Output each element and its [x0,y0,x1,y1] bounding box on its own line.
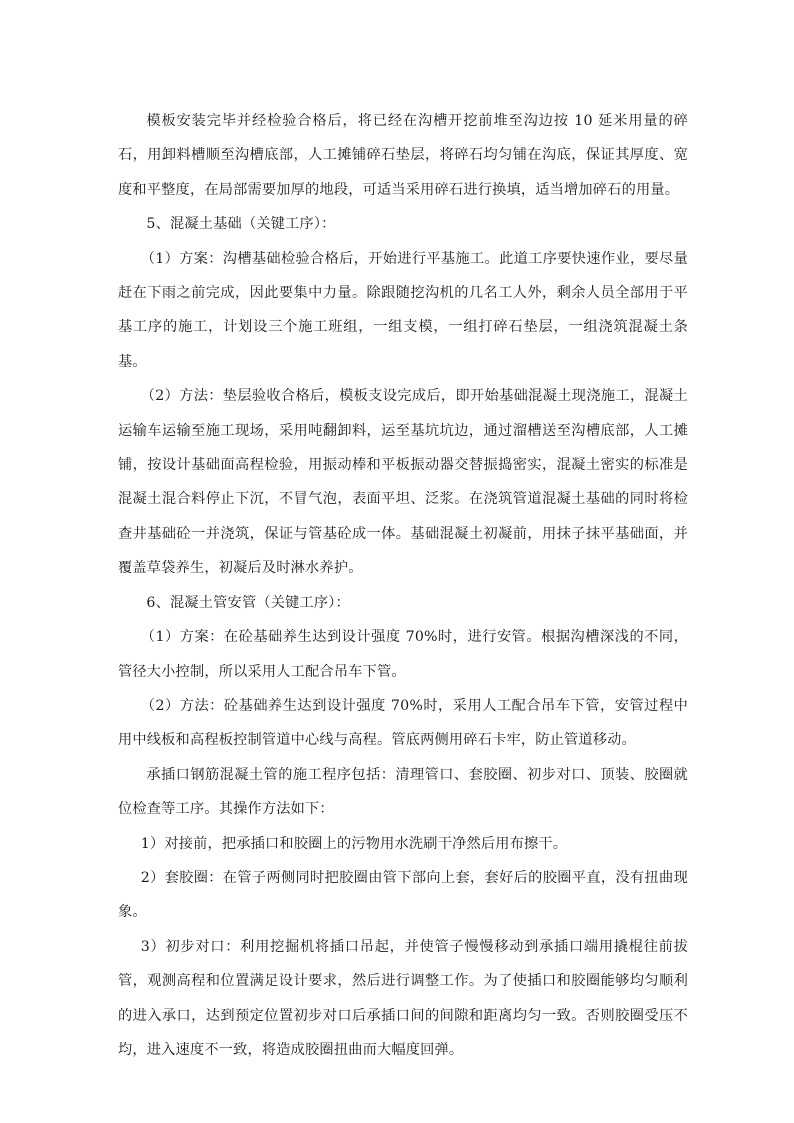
paragraph-pipe-method: （2）方法：砼基础养生达到设计强度 70%时，采用人工配合吊车下管，安管过程中用中线板和高程板控制管道中心线与高程。管底两侧用碎石卡牢，防止管道移动。 [118,697,688,749]
list-item-step-1: 1）对接前，把承插口和胶圈上的污物用水洗刷干净然后用布擦干。 [140,835,568,852]
paragraph-pipe-plan: （1）方案：在砼基础养生达到设计强度 70%时，进行安管。根据沟槽深浅的不同，管径大小控制，所以采用人工配合吊车下管。 [118,629,688,680]
document-body [118,104,688,1067]
paragraph-socket-pipe-procedure: 承插口钢筋混凝土管的施工程序包括：清理管口、套胶圈、初步对口、顶装、胶圈就位检查等工序。其操作方法如下： [118,766,688,818]
paragraph-foundation-method: （2）方法：垫层验收合格后，模板支设完成后，即开始基础混凝土现浇施工，混凝土运输车运输至施工现场，采用吨翻卸料，运至基坑坑边，通过溜槽送至沟槽底部，人工摊铺，按设计基础面高程检验，用振动棒和平板振动器交替振捣密实，混凝土密实的标准是混凝土混合料停止下沉，不冒气泡，表面平坦、泛浆。在浇筑管道混凝土基础的同时将检查井基础砼一并浇筑，保证与管基砼成一体。基础混凝土初凝前，用抹子抹平基础面，并覆盖草袋养生，初凝后及时淋水养护。 [118,388,688,577]
paragraph-foundation-plan: （1）方案：沟槽基础检验合格后，开始进行平基施工。此道工序要快速作业，要尽量赶在下雨之前完成，因此要集中力量。除跟随挖沟机的几名工人外，剩余人员全部用于平基工序的施工，计划设三个施工班组，一组支模，一组打碎石垫层，一组浇筑混凝土条基。 [118,250,688,370]
paragraph-gravel-bedding: 模板安装完毕并经检验合格后，将已经在沟槽开挖前堆至沟边按 10 延米用量的碎石，用卸料槽顺至沟槽底部，人工摊铺碎石垫层，将碎石均匀铺在沟底，保证其厚度、宽度和平整度，在局部需要加厚的地段，可适当采用碎石进行换填，适当增加碎石的用量。 [118,113,688,198]
list-item-step-2: 2）套胶圈：在管子两侧同时把胶圈由管下部向上套，套好后的胶圈平直，没有扭曲现象。 [118,869,688,921]
section-heading-pipe-laying: 6、混凝土管安管（关键工序）： [146,594,350,611]
section-heading-concrete-foundation: 5、混凝土基础（关键工序）： [146,216,336,233]
list-item-step-3: 3）初步对口：利用挖掘机将插口吊起，并使管子慢慢移动到承插口端用撬棍往前拔管，观测高程和位置满足设计要求，然后进行调整工作。为了使插口和胶圈能够均匀顺利的进入承口，达到预定位置初步对口后承插口间的间隙和距离均匀一致。否则胶圈受压不均，进入速度不一致，将造成胶圈扭曲而大幅度回弹。 [118,938,688,1058]
